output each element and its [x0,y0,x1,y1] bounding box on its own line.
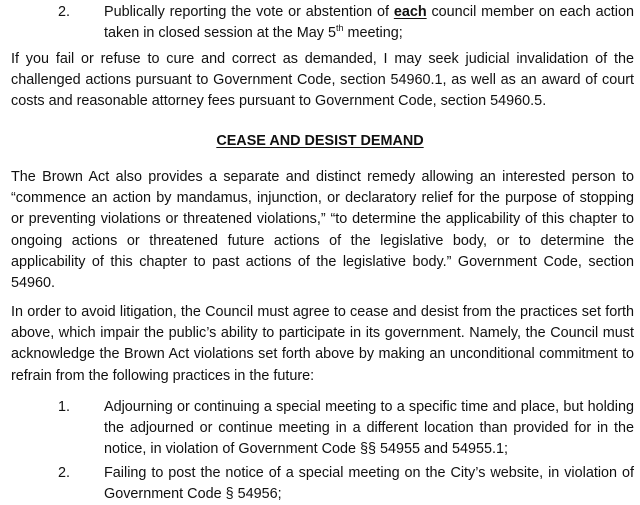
practice-number: 2. [58,465,71,481]
practice-text: Failing to post the notice of a special meeting on the City’s website, in violation of Government Code § 54956; [104,465,634,503]
emphasis-each: each [393,4,427,20]
item-number: 2. [58,4,71,20]
item-text: Publically reporting the vote or abstention of each council member on each action taken in closed session at the May 5th meeting; [104,4,634,42]
section-heading: CEASE AND DESIST DEMAND [216,133,424,149]
practice-text: Adjourning or continuing a special meeting to a specific time and place, but holding the adjourned or continue meeting in a different location than provided for in the notice, in violation of Government Code §§ 54955 and 54955.1; [104,399,634,458]
ordinal-superscript: th [335,23,344,34]
practice-number: 1. [58,399,71,415]
paragraph-avoid-litigation: In order to avoid litigation, the Council must agree to cease and desist from the practices set forth above, which impair the public’s ability to participate in its government. Namely, the Council must acknowledge the Brown Act violations set forth above by making an unconditional commitment to refrain from the following practices in the future: [11,304,634,384]
paragraph-brown-act-remedy: The Brown Act also provides a separate and distinct remedy allowing an interested person to “commence an action by mandamus, injunction, or declaratory relief for the purpose of stopping or preventing violations or threatened violations,” “to determine the applicability of this chapter to ongoing actions or threatened future actions of the legislative body, or to determine the applicability of this chapter to past actions of the legislative body.” Government Code, section 54960. [11,169,634,292]
paragraph-cure-correct: If you fail or refuse to cure and correct as demanded, I may seek judicial invalidation of the challenged actions pursuant to Government Code, section 54960.1, as well as an award of court costs and reasonable attorney fees pursuant to Government Code, section 54960.5. [11,51,634,110]
